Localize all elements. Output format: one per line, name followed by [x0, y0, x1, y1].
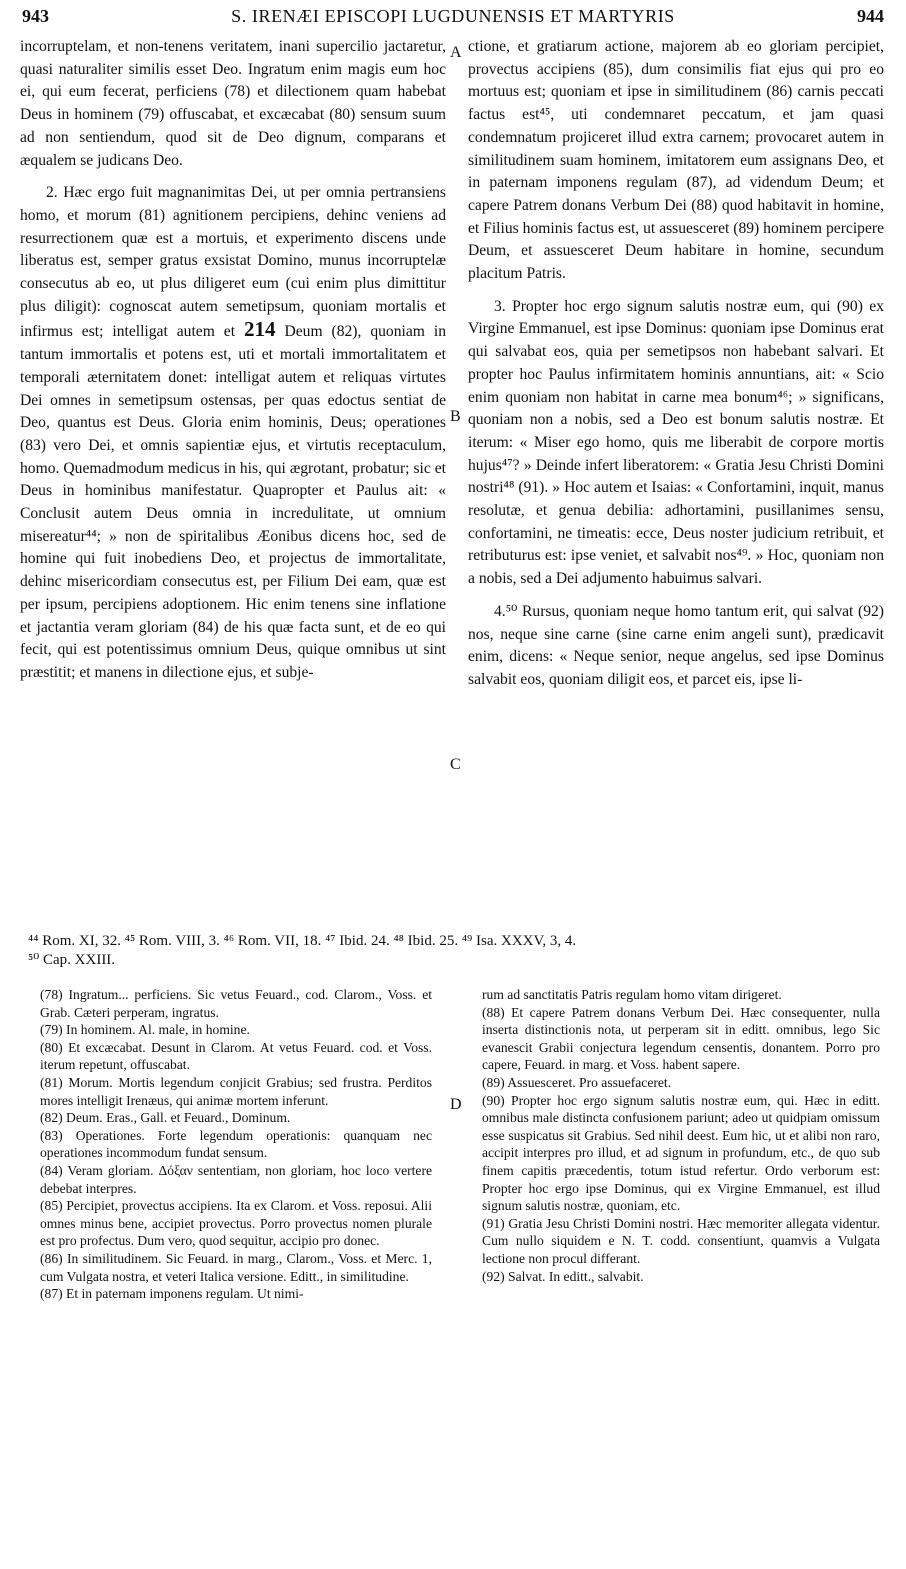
body-paragraph: ctione, et gratiarum actione, majorem ab eo gloriam percipiet, provectus accipiens (85), dum consimilis fiat ejus qui pro eo mortuus est; quoniam et ipse in similitudinem (86) carnis peccati factus est⁴⁵, uti condemnaret peccatum, et jam quasi condemnatum projiceret illud extra carnem; provocaret autem in similitudinem suam hominem, imitatorem eum assignans Deo, et in paternam imponens regulam (87), ad videndum Deum; et capere Patrem donans Verbum Dei (88) quod habitavit in homine, et Filius hominis factus est, ut assuesceret (89) hominem percipere Deum, et assuesceret Deum habitare in homine, secundum placitum Patris. [468, 38, 884, 283]
body-paragraph: 3. Propter hoc ergo signum salutis nostræ eum, qui (90) ex Virgine Emmanuel, est ipse Dominus: quoniam ipse Dominus erat qui salvabat eos, quia per semetipsos non habebant salvari. Et propter hoc Paulus infirmitatem hominis annuntians, ait: « Scio enim quoniam non habitat in carne mea bonum⁴⁶; » significans, quoniam non a nobis, sed a Deo est bonum salutis nostræ. Et iterum: « Miser ego homo, quis me liberabit de corpore mortis hujus⁴⁷? » Deinde infert liberatorem: « Gratia Jesu Christi Domini nostri⁴⁸ (91). » Hoc autem et Isaias: « Confortamini, inquit, manus resolutæ, et genua debilia: adhortamini, pusillanimes sensu, confortamini, ne timeatis: ecce, Deus noster judicium retribuit, et retributurus est: ipse veniet, et salvabit nos⁴⁹. » Hoc, quoniam non a nobis, sed a Dei adjumento habuimus salvari. [468, 297, 884, 588]
note: (88) Et capere Patrem donans Verbum Dei. Hæc consequenter, nulla inserta distinctionis nota, ut perperam sit in editt. omnibus, lego Sic evanescit Grabii conjectura legendum censentis, donantem. Porro pro capere, Feuard. in marg. et Voss. habent sapere. [482, 1004, 880, 1073]
running-header [22, 6, 884, 32]
note: (83) Operationes. Forte legendum operationis: quanquam nec operationes incommodum fundat sensum. [40, 1127, 432, 1161]
note: (84) Veram gloriam. Δόξαν sententiam, non gloriam, hoc loco vertere debebat interpres. [40, 1162, 432, 1196]
note: (78) Ingratum... perficiens. Sic vetus Feuard., cod. Clarom., Voss. et Grab. Cæteri perperam, ingratus. [40, 987, 432, 1020]
margin-letter-d: D [450, 1096, 462, 1113]
page-title: S. IRENÆI EPISCOPI LUGDUNENSIS ET MARTYRIS [231, 6, 675, 26]
note: (85) Percipiet, provectus accipiens. Ita ex Clarom. et Voss. reposui. Alii omnes minus bene, accipiet provectus. Porro provectus nomen plurale est pro profectus. Dum vero, quod sequitur, accipio pro donec. [40, 1198, 432, 1249]
margin-letter-a: A [450, 44, 462, 61]
column-number: 214 [244, 317, 276, 342]
note: (92) Salvat. In editt., salvabit. [482, 1268, 644, 1284]
scripture-footnotes [28, 932, 888, 970]
body-text: 2. Hæc ergo fuit magnanimitas Dei, ut per omnia pertransiens homo, et morum (81) agnitionem percipiens, dehinc veniens ad resurrectionem quæ est a mortuis, et experimento discens unde liberatus est, semper gratus exsistat Domino, munus incorruptelæ consecutus ab eo, ut plus diligeret eum (cui enim plus dimittitur plus diligit): cognoscat autem semetipsum, quoniam mortalis et infirmus est; intelligat autem et [20, 184, 446, 341]
note: (89) Assuesceret. Pro assuefaceret. [482, 1074, 672, 1090]
body-column-left [20, 36, 446, 685]
body-paragraph: incorruptelam, et non-tenens veritatem, inani supercilio jactaretur, quasi naturaliter similis esset Deo. Ingratum enim magis eum hoc ei, qui eum fecerat, perficiens (78) et dilectionem quam habebat Deus in hominem (79) offuscabat, et excæcabat (80) sensum suum ad non sentiendum, quod sit de Deo dignum, comparans et æqualem se judicans Deo. [20, 38, 446, 169]
note: (86) In similitudinem. Sic Feuard. in marg., Clarom., Voss. et Merc. 1, cum Vulgata nostra, et veteri Italica versione. Editt., in similitudine. [40, 1250, 432, 1284]
note: rum ad sanctitatis Patris regulam homo vitam dirigeret. [482, 987, 782, 1002]
body-paragraph [20, 182, 446, 684]
notes-column-left [40, 986, 432, 1303]
scripture-line: ⁵⁰ Cap. XXIII. [28, 952, 116, 968]
note: (79) In hominem. Al. male, in homine. [40, 1022, 250, 1038]
note: (91) Gratia Jesu Christi Domini nostri. Hæc memoriter allegata videntur. Cum nullo siquidem e N. T. codd. consentiunt, quamvis a Vulgata lectione non procul differant. [482, 1215, 880, 1266]
body-column-right [468, 36, 884, 692]
page-number-left: 943 [22, 6, 49, 26]
margin-letter-b: B [450, 408, 461, 425]
body-text: Deum (82), quoniam in tantum immortalis et potens est, uti et mortali immortalitatem et temporali æternitatem donet: intelligat autem et reliquas virtutes Dei omnes in semetipsum ostensas, per quas edoctus sentiat de Deo, quantus est Deus. Gloria enim hominis, Deus; operationes (83) vero Dei, et omnis sapientiæ ejus, et virtutis receptaculum, homo. Quemadmodum medicus in his, qui ægrotant, probatur; sic et Deus in hominibus manifestatur. Quapropter et Paulus ait: « Conclusit autem Deus omnia in incredulitate, ut omnium misereatur⁴⁴; » non de spiritalibus Æonibus dicens hoc, sed de homine qui fuit inobediens Deo, et projectus de immortalitate, dehinc misericordiam consecutus est, per Filium Dei eam, quæ est per ipsum, percipiens adoptionem. Hic enim tenens sine inflatione et jactantia veram gloriam (84) de his quæ facta sunt, et de eo qui fecit, qui est potentissimus omnium Deus, quique omnibus ut sint præstitit; et manens in dilectione ejus, et subje- [20, 323, 446, 681]
body-paragraph: 4.⁵⁰ Rursus, quoniam neque homo tantum erit, qui salvat (92) nos, neque sine carne (sine carne enim angeli sunt), prædicavit enim, dicens: « Neque senior, neque angelus, sed ipse Dominus salvabit eos, quoniam diligit eos, et parcet eis, ipse li- [468, 602, 884, 688]
margin-letter-c: C [450, 756, 461, 773]
notes-column-right [482, 986, 880, 1285]
note: (82) Deum. Eras., Gall. et Feuard., Dominum. [40, 1110, 291, 1126]
note: (80) Et excæcabat. Desunt in Clarom. At vetus Feuard. cod. et Voss. iterum repetunt, offuscabat. [40, 1039, 432, 1073]
note: (81) Morum. Mortis legendum conjicit Grabius; sed frustra. Perditos mores intelligit Irenæus, qui animæ mortem inferunt. [40, 1074, 432, 1108]
scripture-line: ⁴⁴ Rom. XI, 32. ⁴⁵ Rom. VIII, 3. ⁴⁶ Rom. VII, 18. ⁴⁷ Ibid. 24. ⁴⁸ Ibid. 25. ⁴⁹ Isa. XXXV, 3, 4. [28, 933, 577, 949]
page-number-right: 944 [857, 6, 884, 26]
note: (87) Et in paternam imponens regulam. Ut nimi- [40, 1286, 304, 1302]
note: (90) Propter hoc ergo signum salutis nostræ eum, qui. Hæc in editt. omnibus male distincta confusionem pariunt; adeo ut quidpiam omissum esse suspicatus sit Grabius. Sed nihil deest. Eum hic, ut et alibi non raro, accipit interpres pro illud, et ad signum in profundum, etc., de quo sub finem capitis præcedentis, totum istud refertur. Ordo verborum est: Propter hoc ergo ipse Dominus, qui ex Virgine Emmanuel, est illud signum salutis nostræ, quoniam, etc. [482, 1092, 880, 1214]
